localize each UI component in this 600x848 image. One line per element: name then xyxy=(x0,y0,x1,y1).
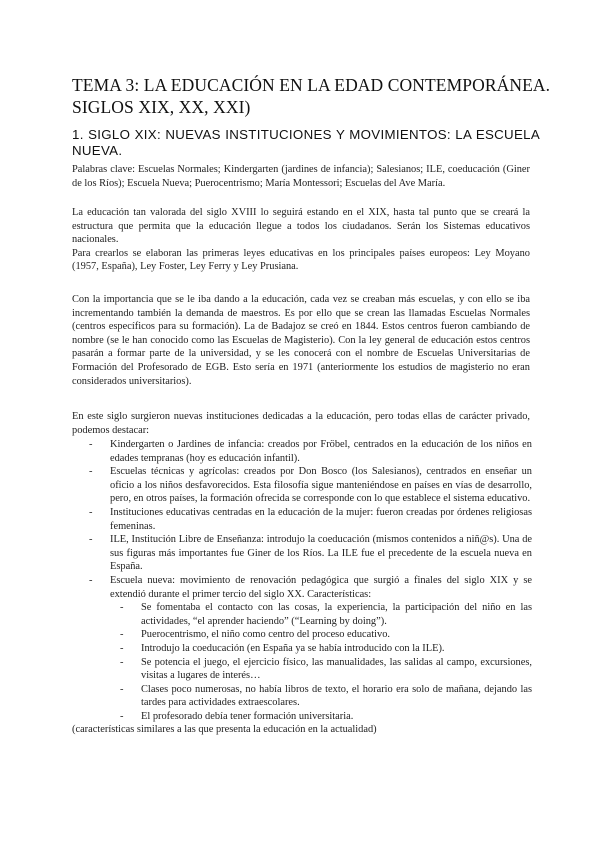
sublist-item-text: Puerocentrismo, el niño como centro del proceso educativo. xyxy=(141,629,391,641)
list-dash: - xyxy=(89,534,93,546)
sublist-dash: - xyxy=(120,656,124,668)
normal-schools-block xyxy=(72,293,530,388)
paragraph-4: En este siglo surgieron nuevas instituciones dedicadas a la educación, pero todas ellas de carácter privado, podemos destacar: xyxy=(72,411,530,436)
title-line-1: TEMA 3: LA EDUCACIÓN EN LA EDAD CONTEMPORÁNEA. xyxy=(72,75,551,95)
list-item-text: ILE, Institución Libre de Enseñanza: introdujo la coeducación (mismos contenidos a niñ@s). Una de sus figuras más importantes fue Giner de los Ríos. La ILE fue el precedente de la escuela nueva en España. xyxy=(110,534,532,573)
keywords-text: Palabras clave: Escuelas Normales; Kindergarten (jardines de infancia); Salesianos; ILE, coeducación (Giner de los Ríos); Escuela Nueva; Puerocentrismo; María Montessori; Escuelas del Ave María. xyxy=(72,164,530,189)
list-item-text: Kindergarten o Jardines de infancia: creados por Fröbel, centrados en la educación de los niños en edades tempranas (hoy es educación infantil). xyxy=(110,439,532,464)
page-title xyxy=(72,74,552,118)
sublist-item xyxy=(72,601,532,628)
list-item xyxy=(72,533,532,574)
list-item xyxy=(72,574,532,601)
list-dash: - xyxy=(89,574,93,586)
section-heading: 1. SIGLO XIX: NUEVAS INSTITUCIONES Y MOVIMIENTOS: LA ESCUELA NUEVA. xyxy=(72,127,540,158)
paragraph-3: Con la importancia que se le iba dando a la educación, cada vez se creaban más escuelas, y con ello se iba incrementando también la demanda de maestros. Es por ello que se crean las llamadas Escuelas Normales (centros específicos para su formación). La de Badajoz se creó en 1844. Estos centros fueron cambiando de nombre (se le han conocido como las Escuelas de Magisterio). Con la ley general de educación estos centros pasarán a formar parte de la universidad, y se les conocerá con el nombre de Escuelas Universitarias de Formación del Profesorado de EGB. Esto sería en 1971 (anteriormente los estudios de magisterio no eran considerados universitarios). xyxy=(72,294,530,387)
list-item xyxy=(72,506,532,533)
sublist-item-text: Se potencia el juego, el ejercicio físico, las manualidades, las salidas al campo, excursiones, visitas a lugares de interés… xyxy=(141,656,532,682)
paragraph-2: Para crearlos se elaboran las primeras leyes educativas en los principales países europeos: Ley Moyano (1957, España), Ley Foster, Ley Ferry y Ley Prusiana. xyxy=(72,247,530,273)
sublist-item-text: Introdujo la coeducación (en España ya se había introducido con la ILE). xyxy=(141,642,445,654)
sublist-dash: - xyxy=(120,602,124,614)
closing-note: (características similares a las que presenta la educación en la actualidad) xyxy=(72,724,377,736)
sublist-item xyxy=(72,683,532,710)
sublist-dash: - xyxy=(120,683,124,695)
sublist-dash: - xyxy=(120,629,124,641)
sublist-dash: - xyxy=(120,642,124,654)
list-dash: - xyxy=(89,506,93,518)
sublist-item xyxy=(72,642,532,656)
list-item-text: Instituciones educativas centradas en la educación de la mujer: fueron creadas por órdenes religiosas femeninas. xyxy=(110,506,532,532)
list-item-text: Escuelas técnicas y agrícolas: creados por Don Bosco (los Salesianos), centrados en enseñar un oficio a los niños desfavorecidos. Esta filosofía sigue manteniéndose en países en vías de desarrollo, pero, en otros países, la formación ofrecida se corresponde con lo que establece el sistema educativo. xyxy=(110,466,532,505)
list-dash: - xyxy=(89,439,93,450)
keywords-paragraph xyxy=(72,163,530,190)
list-item xyxy=(72,465,532,506)
sublist-item xyxy=(72,656,532,683)
sublist-dash: - xyxy=(120,710,124,722)
title-line-2: SIGLOS XIX, XX, XXI) xyxy=(72,97,251,117)
institutions-list xyxy=(72,438,532,737)
list-item-text: Escuela nueva: movimiento de renovación pedagógica que surgió a finales del siglo XIX y se extendió durante el primer tercio del siglo XX. Características: xyxy=(110,574,532,600)
paragraph-1: La educación tan valorada del siglo XVIII lo seguirá estando en el XIX, hasta tal punto que se creará la estructura que permita que la educación llegue a todos los ciudadanos. Serán los Sistemas educativos nacionales. xyxy=(72,207,530,246)
sublist-item xyxy=(72,628,532,642)
intro-block xyxy=(72,206,530,274)
sublist-item-text: Se fomentaba el contacto con las cosas, la experiencia, la participación del niño en las actividades, “el aprender haciendo” (“Learning by doing”). xyxy=(141,602,532,627)
sublist-item xyxy=(72,710,532,724)
sublist-item-text: Clases poco numerosas, no había libros de texto, el horario era solo de mañana, dejando las tardes para actividades extraescolares. xyxy=(141,683,532,709)
list-item xyxy=(72,438,532,465)
institutions-intro xyxy=(72,410,530,437)
list-dash: - xyxy=(89,466,93,478)
sublist-item-text: El profesorado debía tener formación universitaria. xyxy=(141,710,354,722)
